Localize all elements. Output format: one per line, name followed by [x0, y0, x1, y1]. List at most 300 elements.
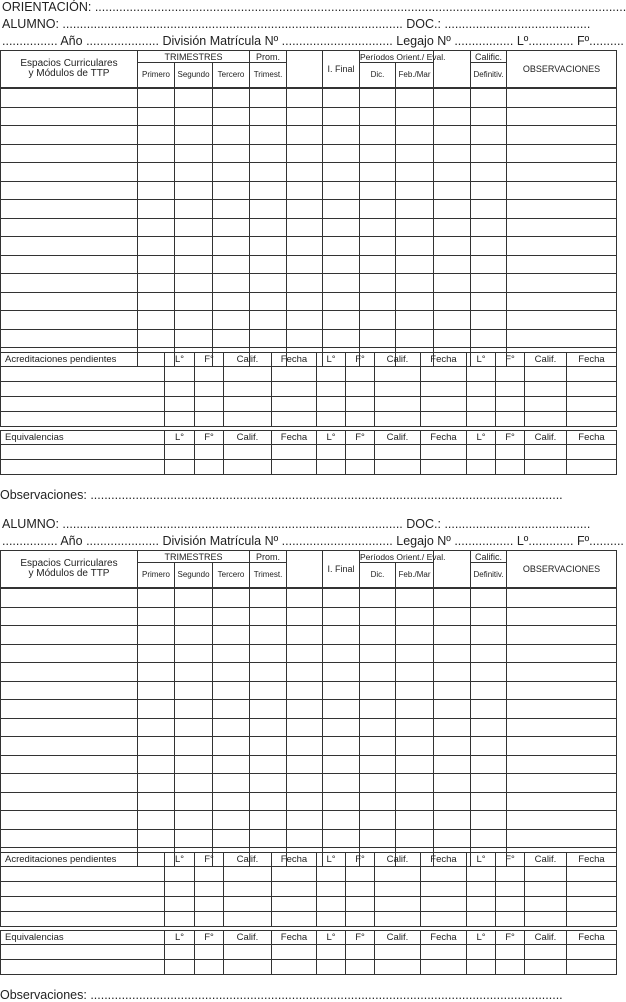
equivalencias-cell	[567, 945, 617, 960]
acreditaciones-cell	[467, 367, 496, 382]
equivalencias-cell	[496, 960, 525, 975]
acreditaciones-col-header: Fecha	[567, 353, 617, 367]
grade-cell	[434, 774, 471, 793]
grade-cell	[213, 811, 250, 830]
equivalencias-col-header: Calif.	[525, 431, 567, 445]
grade-cell	[507, 626, 617, 645]
acreditaciones-cell	[375, 867, 421, 882]
equivalencias-col-header: F°	[496, 431, 525, 445]
grade-cell	[175, 107, 213, 126]
acreditaciones-cell	[195, 397, 224, 412]
acreditaciones-cell	[525, 897, 567, 912]
acreditaciones-cell	[195, 912, 224, 927]
periodos-header: Períodos Orient./ Eval.	[360, 551, 446, 562]
grade-cell	[396, 311, 434, 330]
grade-cell	[471, 718, 507, 737]
grade-cell	[323, 626, 360, 645]
grade-cell	[396, 237, 434, 256]
equivalencias-cell	[525, 960, 567, 975]
primero-header: Primero	[138, 563, 175, 588]
grade-cell	[323, 163, 360, 182]
acreditaciones-col-header: L°	[165, 353, 195, 367]
grade-cell	[175, 144, 213, 163]
grade-cell	[323, 292, 360, 311]
grade-cell	[434, 200, 471, 219]
grade-cell	[175, 255, 213, 274]
grade-cell	[250, 107, 287, 126]
grade-cell	[360, 681, 396, 700]
acreditaciones-cell	[496, 397, 525, 412]
grade-cell	[360, 737, 396, 756]
acreditaciones-cell	[224, 382, 272, 397]
acreditaciones-cell	[525, 412, 567, 427]
grade-cell	[213, 274, 250, 293]
equivalencias-table-1	[0, 430, 616, 475]
grade-cell	[323, 755, 360, 774]
grade-cell	[396, 218, 434, 237]
equivalencias-cell	[272, 445, 317, 460]
equivalencias-cell	[496, 445, 525, 460]
grade-cell	[287, 144, 323, 163]
grade-cell	[287, 681, 323, 700]
grade-cell	[175, 589, 213, 608]
grade-cell	[250, 218, 287, 237]
equivalencias-cell	[567, 445, 617, 460]
grade-cell	[213, 200, 250, 219]
grade-cell	[396, 718, 434, 737]
grade-cell	[213, 144, 250, 163]
acreditaciones-col-header: L°	[317, 353, 346, 367]
grade-cell	[138, 218, 175, 237]
equivalencias-col-header: Fecha	[421, 931, 467, 945]
acreditaciones-col-header: Fecha	[272, 353, 317, 367]
acreditaciones-cell	[346, 897, 375, 912]
grade-cell	[287, 237, 323, 256]
grade-cell	[138, 255, 175, 274]
grade-cell	[323, 218, 360, 237]
acreditaciones-cell	[375, 912, 421, 927]
grade-cell	[287, 644, 323, 663]
grade-cell	[323, 89, 360, 108]
grade-cell	[213, 311, 250, 330]
acreditaciones-cell	[224, 912, 272, 927]
grade-cell	[434, 237, 471, 256]
grade-cell	[360, 607, 396, 626]
ifinal-header: I. Final	[323, 51, 360, 88]
grade-cell	[360, 292, 396, 311]
grade-cell	[287, 589, 323, 608]
grade-cell	[323, 126, 360, 145]
grade-cell	[250, 200, 287, 219]
acreditaciones-cell	[1, 412, 165, 427]
grade-cell	[434, 700, 471, 719]
grade-cell	[175, 774, 213, 793]
grade-cell	[213, 774, 250, 793]
grade-cell	[360, 181, 396, 200]
grade-cell	[360, 218, 396, 237]
equivalencias-cell	[165, 460, 195, 475]
grade-cell	[471, 274, 507, 293]
grade-cell	[138, 163, 175, 182]
acreditaciones-cell	[1, 867, 165, 882]
acreditaciones-table-2	[0, 852, 616, 927]
grade-cell	[175, 755, 213, 774]
grade-cell	[1, 737, 138, 756]
grade-cell	[323, 700, 360, 719]
grade-cell	[507, 274, 617, 293]
acreditaciones-cell	[1, 897, 165, 912]
grade-cell	[396, 811, 434, 830]
acreditaciones-cell	[165, 912, 195, 927]
grade-cell	[250, 237, 287, 256]
grade-cell	[213, 589, 250, 608]
equivalencias-cell	[195, 445, 224, 460]
acreditaciones-cell	[496, 882, 525, 897]
acreditaciones-col-header: Calif.	[224, 853, 272, 867]
grade-cell	[1, 718, 138, 737]
equivalencias-col-header: Fecha	[567, 931, 617, 945]
grade-cell	[250, 274, 287, 293]
equivalencias-cell	[346, 945, 375, 960]
acreditaciones-cell	[375, 897, 421, 912]
grade-cell	[507, 700, 617, 719]
equivalencias-cell	[165, 445, 195, 460]
grade-cell	[471, 644, 507, 663]
acreditaciones-cell	[496, 897, 525, 912]
grade-cell	[250, 329, 287, 348]
grade-cell	[250, 829, 287, 848]
equivalencias-col-header: L°	[467, 431, 496, 445]
equivalencias-col-header: Fecha	[567, 431, 617, 445]
grade-cell	[1, 774, 138, 793]
grade-cell	[360, 718, 396, 737]
grade-cell	[471, 774, 507, 793]
grade-cell	[138, 181, 175, 200]
grade-cell	[1, 89, 138, 108]
grade-cell	[360, 255, 396, 274]
grade-cell	[507, 200, 617, 219]
grade-cell	[250, 644, 287, 663]
grade-cell	[138, 737, 175, 756]
grade-cell	[175, 329, 213, 348]
grade-cell	[1, 681, 138, 700]
grade-cell	[213, 181, 250, 200]
acreditaciones-col-header: F°	[496, 353, 525, 367]
acreditaciones-cell	[567, 897, 617, 912]
acreditaciones-cell	[375, 412, 421, 427]
grade-cell	[138, 311, 175, 330]
grade-cell	[250, 181, 287, 200]
grade-cell	[471, 626, 507, 645]
grade-cell	[323, 274, 360, 293]
grade-cell	[250, 681, 287, 700]
grade-cell	[213, 255, 250, 274]
trimestres-header: TRIMESTRES	[138, 51, 250, 63]
equivalencias-col-header: L°	[317, 931, 346, 945]
grade-cell	[396, 292, 434, 311]
grade-cell	[1, 237, 138, 256]
acreditaciones-cell	[272, 897, 317, 912]
grade-cell	[323, 681, 360, 700]
grade-cell	[507, 163, 617, 182]
equivalencias-col-header: Fecha	[272, 931, 317, 945]
grade-cell	[507, 181, 617, 200]
grade-cell	[396, 200, 434, 219]
acreditaciones-label: Acreditaciones pendientes	[1, 353, 165, 367]
grade-cell	[323, 237, 360, 256]
grade-cell	[250, 292, 287, 311]
grade-cell	[323, 737, 360, 756]
grade-cell	[360, 589, 396, 608]
grade-cell	[287, 329, 323, 348]
grade-cell	[138, 200, 175, 219]
grade-cell	[434, 292, 471, 311]
equivalencias-cell	[421, 460, 467, 475]
equivalencias-cell	[421, 445, 467, 460]
equivalencias-cell	[375, 960, 421, 975]
periodos-header: Períodos Orient./ Eval.	[360, 51, 446, 62]
acreditaciones-cell	[346, 382, 375, 397]
grade-cell	[323, 255, 360, 274]
trimestres-header: TRIMESTRES	[138, 551, 250, 563]
grade-cell	[287, 255, 323, 274]
grade-cell	[434, 255, 471, 274]
grade-cell	[323, 181, 360, 200]
grade-cell	[138, 811, 175, 830]
grade-cell	[1, 329, 138, 348]
acreditaciones-cell	[467, 397, 496, 412]
equivalencias-col-header: F°	[346, 431, 375, 445]
acreditaciones-cell	[467, 867, 496, 882]
grade-cell	[175, 237, 213, 256]
grade-cell	[396, 644, 434, 663]
grade-cell	[1, 311, 138, 330]
equivalencias-cell	[346, 460, 375, 475]
grade-cell	[396, 144, 434, 163]
grade-cell	[1, 811, 138, 830]
acreditaciones-cell	[1, 397, 165, 412]
grade-cell	[507, 737, 617, 756]
acreditaciones-cell	[346, 412, 375, 427]
equivalencias-cell	[496, 945, 525, 960]
acreditaciones-cell	[224, 897, 272, 912]
acreditaciones-col-header: F°	[496, 853, 525, 867]
observaciones-line-1: Observaciones: ........................................................................................................................................	[0, 488, 563, 502]
acreditaciones-col-header: Fecha	[421, 853, 467, 867]
observaciones-line-2: Observaciones: ........................................................................................................................................	[0, 988, 563, 1002]
grade-cell	[1, 292, 138, 311]
grade-cell	[175, 163, 213, 182]
acreditaciones-col-header: Calif.	[224, 353, 272, 367]
grade-cell	[507, 144, 617, 163]
acreditaciones-cell	[224, 867, 272, 882]
grade-cell	[213, 329, 250, 348]
acreditaciones-cell	[1, 912, 165, 927]
acreditaciones-cell	[272, 882, 317, 897]
grade-cell	[1, 200, 138, 219]
dic-header: Dic.	[360, 63, 396, 88]
grade-cell	[250, 255, 287, 274]
grade-cell	[138, 681, 175, 700]
acreditaciones-cell	[317, 382, 346, 397]
definitiv-header: Definitiv.	[471, 563, 507, 588]
acreditaciones-col-header: Fecha	[567, 853, 617, 867]
equivalencias-col-header: Fecha	[272, 431, 317, 445]
grade-cell	[213, 126, 250, 145]
grade-cell	[360, 811, 396, 830]
equivalencias-cell	[567, 960, 617, 975]
grade-cell	[360, 237, 396, 256]
grade-cell	[250, 755, 287, 774]
grade-cell	[138, 774, 175, 793]
grade-cell	[175, 607, 213, 626]
dic-header: Dic.	[360, 563, 396, 588]
equivalencias-cell	[346, 960, 375, 975]
grade-cell	[471, 292, 507, 311]
equivalencias-cell	[317, 460, 346, 475]
acreditaciones-cell	[165, 882, 195, 897]
grades-rows	[0, 588, 617, 867]
grade-cell	[213, 681, 250, 700]
acreditaciones-cell	[1, 882, 165, 897]
grade-cell	[323, 829, 360, 848]
grade-cell	[175, 311, 213, 330]
grade-cell	[175, 200, 213, 219]
grade-cell	[360, 126, 396, 145]
segundo-header: Segundo	[175, 63, 213, 88]
grade-cell	[1, 181, 138, 200]
acreditaciones-col-header: F°	[346, 353, 375, 367]
equivalencias-table-2	[0, 930, 616, 975]
grade-cell	[323, 329, 360, 348]
grade-cell	[1, 607, 138, 626]
grade-cell	[138, 329, 175, 348]
grade-cell	[434, 107, 471, 126]
acreditaciones-cell	[195, 382, 224, 397]
acreditaciones-cell	[375, 367, 421, 382]
equivalencias-cell	[165, 945, 195, 960]
acreditaciones-cell	[224, 367, 272, 382]
equivalencias-label: Equivalencias	[1, 931, 165, 945]
grade-cell	[138, 107, 175, 126]
grade-cell	[323, 811, 360, 830]
grade-cell	[1, 274, 138, 293]
grade-cell	[507, 89, 617, 108]
prom-header: Prom.	[250, 51, 287, 63]
grade-cell	[471, 792, 507, 811]
grade-cell	[434, 163, 471, 182]
grade-cell	[250, 163, 287, 182]
acreditaciones-col-header: Calif.	[375, 353, 421, 367]
grade-cell	[287, 292, 323, 311]
equivalencias-cell	[195, 460, 224, 475]
grade-cell	[175, 126, 213, 145]
equivalencias-cell	[421, 945, 467, 960]
acreditaciones-cell	[317, 897, 346, 912]
acreditaciones-cell	[421, 912, 467, 927]
acreditaciones-col-header: Calif.	[525, 853, 567, 867]
grade-cell	[396, 700, 434, 719]
equivalencias-cell	[224, 460, 272, 475]
segundo-header: Segundo	[175, 563, 213, 588]
grade-cell	[138, 144, 175, 163]
grade-cell	[396, 792, 434, 811]
acreditaciones-cell	[165, 867, 195, 882]
grade-cell	[434, 607, 471, 626]
acreditaciones-cell	[346, 882, 375, 897]
acreditaciones-cell	[165, 382, 195, 397]
acreditaciones-col-header: L°	[467, 853, 496, 867]
equivalencias-cell	[525, 945, 567, 960]
grade-cell	[250, 589, 287, 608]
grade-cell	[360, 200, 396, 219]
acreditaciones-cell	[375, 882, 421, 897]
equivalencias-col-header: F°	[346, 931, 375, 945]
observaciones-header: OBSERVACIONES	[507, 551, 617, 588]
grade-cell	[360, 89, 396, 108]
acreditaciones-cell	[421, 897, 467, 912]
grade-cell	[360, 644, 396, 663]
equivalencias-col-header: L°	[165, 931, 195, 945]
grade-cell	[1, 144, 138, 163]
primero-header: Primero	[138, 63, 175, 88]
grade-cell	[434, 126, 471, 145]
grade-cell	[396, 163, 434, 182]
grade-cell	[323, 644, 360, 663]
grade-cell	[213, 737, 250, 756]
grade-cell	[360, 274, 396, 293]
equivalencias-cell	[317, 445, 346, 460]
grade-cell	[250, 626, 287, 645]
grade-cell	[507, 218, 617, 237]
grade-cell	[138, 700, 175, 719]
grade-cell	[323, 718, 360, 737]
equivalencias-cell	[375, 445, 421, 460]
acreditaciones-col-header: F°	[195, 353, 224, 367]
acreditaciones-cell	[467, 382, 496, 397]
grade-cell	[287, 663, 323, 682]
acreditaciones-cell	[346, 397, 375, 412]
grade-cell	[471, 107, 507, 126]
grade-cell	[507, 329, 617, 348]
grade-cell	[138, 89, 175, 108]
grade-cell	[507, 755, 617, 774]
grade-cell	[175, 626, 213, 645]
grade-cell	[396, 663, 434, 682]
grade-cell	[471, 89, 507, 108]
grade-cell	[138, 274, 175, 293]
grade-cell	[507, 607, 617, 626]
acreditaciones-cell	[567, 412, 617, 427]
grade-cell	[507, 644, 617, 663]
acreditaciones-cell	[224, 412, 272, 427]
alumno-line-2: ALUMNO: .................................................................................................. DOC.: ..........................................	[2, 517, 591, 531]
grade-cell	[507, 292, 617, 311]
acreditaciones-cell	[165, 367, 195, 382]
acreditaciones-col-header: Fecha	[421, 353, 467, 367]
grade-cell	[323, 107, 360, 126]
acreditaciones-cell	[496, 412, 525, 427]
equivalencias-col-header: Calif.	[375, 431, 421, 445]
grade-cell	[1, 663, 138, 682]
equivalencias-cell	[165, 960, 195, 975]
equivalencias-col-header: Calif.	[224, 431, 272, 445]
acreditaciones-cell	[165, 897, 195, 912]
grade-cell	[287, 218, 323, 237]
grade-cell	[175, 792, 213, 811]
acreditaciones-cell	[317, 397, 346, 412]
grade-cell	[1, 218, 138, 237]
